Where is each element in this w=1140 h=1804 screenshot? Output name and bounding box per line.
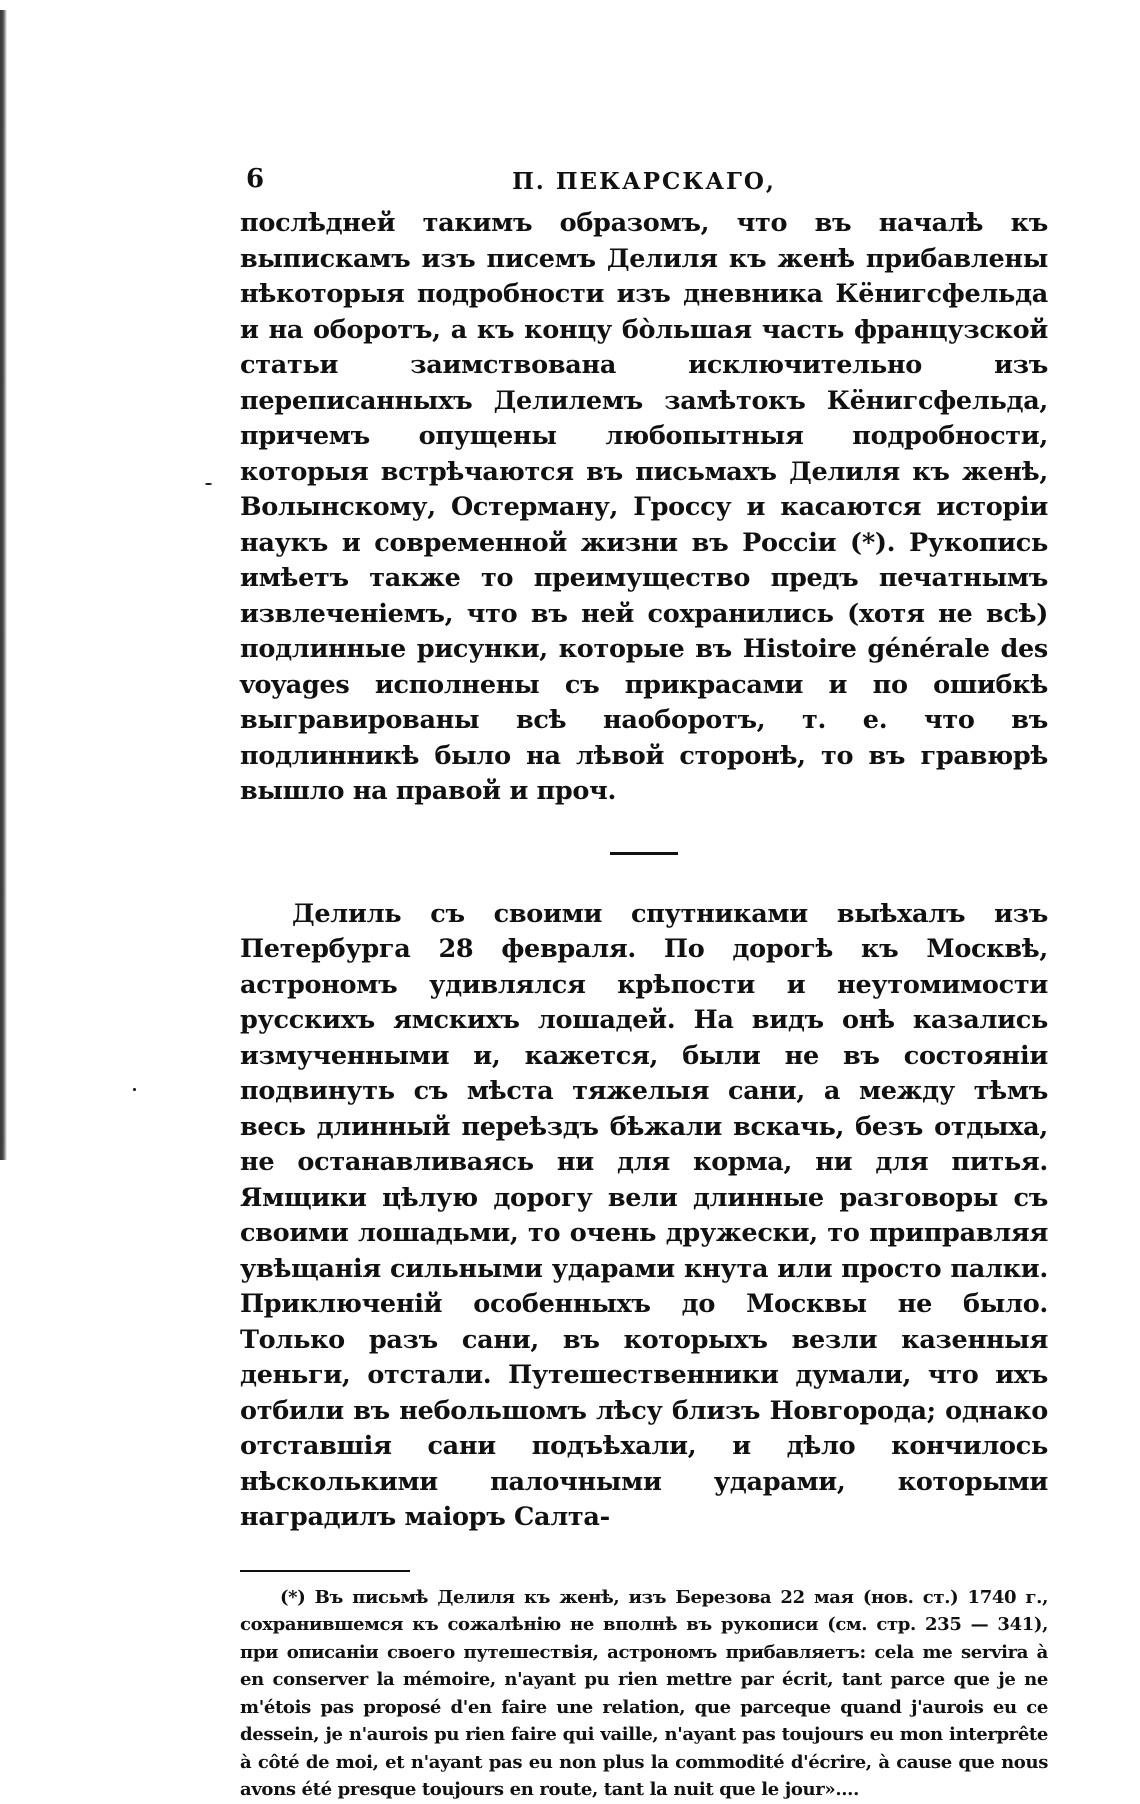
stray-mark [133, 1088, 136, 1091]
running-title: П. ПЕКАРСКАГО, [512, 168, 776, 195]
footnote: (*) Въ письмѣ Делиля къ женѣ, изъ Березова 22 мая (нов. ст.) 1740 г., сохранившемся къ сожалѣнію не вполнѣ въ рукописи (см. стр. 235 — 341), при описаніи своего путешествія, астрономъ прибавляетъ: cela me servira à en conserver la mémoire, n'ayant pu rien mettre par écrit, tant parce que je ne m'étois pas proposé d'en faire une relation, que parceque quand j'aurois eu ce dessein, je n'aurois pu rien faire qui vaille, n'ayant pas toujours eu mon interprête à côté de moi, et n'ayant pas eu non plus la commodité d'écrire, à cause que nous avons été presque toujours en route, tant la nuit que le jour».... [240, 1586, 1048, 1800]
paragraph-1: послѣдней такимъ образомъ, что въ началѣ къ выпискамъ изъ писемъ Делиля къ женѣ прибавлены нѣкоторыя подробности изъ дневника Кёнигсфельда и на оборотъ, а къ концу бо̀льшая часть французской статьи заимствована исключительно изъ переписанныхъ Делилемъ замѣтокъ Кёнигсфельда, причемъ опущены любопытныя подробности, которыя встрѣчаются въ письмахъ Делиля къ женѣ, Волынскому, Остерману, Гроссу и касаются исторіи наукъ и современной жизни въ Россіи (*). Рукопись имѣетъ также то преимущество предъ печатнымъ извлеченіемъ, что въ ней сохранились (хотя не всѣ) подлинные рисунки, которые въ Histoire générale des voyages исполнены съ прикрасами и по ошибкѣ выгравированы всѣ наоборотъ, т. е. что въ подлинникѣ было на лѣвой сторонѣ, то въ гравюрѣ вышло на правой и проч. [240, 208, 1048, 806]
footnote-rule [240, 1570, 410, 1572]
page-number: 6 [246, 164, 265, 194]
scan-binding-edge [0, 10, 7, 1160]
page-header [240, 160, 1048, 204]
stray-mark [205, 483, 212, 485]
section-separator [610, 852, 678, 855]
paragraph-2: Делиль съ своими спутниками выѣхалъ изъ Петербурга 28 февраля. По дорогѣ къ Москвѣ, астрономъ удивлялся крѣпости и неутомимости русскихъ ямскихъ лошадей. На видъ онѣ казались измученными и, кажется, были не въ состояніи подвинуть съ мѣста тяжелыя сани, а между тѣмъ весь длинный переѣздъ бѣжали вскачь, безъ отдыха, не останавливаясь ни для корма, ни для питья. Ямщики цѣлую дорогу вели длинные разговоры съ своими лошадьми, то очень дружески, то приправляя увѣщанія сильными ударами кнута или просто палки. Приключеній особенныхъ до Москвы не было. Только разъ сани, въ которыхъ везли казенныя деньги, отстали. Путешественники думали, что ихъ отбили въ небольшомъ лѣсу близъ Новгорода; однако отставшія сани подъѣхали, и дѣло кончилось нѣсколькими палочными ударами, которыми наградилъ маіоръ Салта- [240, 898, 1048, 1532]
book-page [240, 160, 1048, 1804]
